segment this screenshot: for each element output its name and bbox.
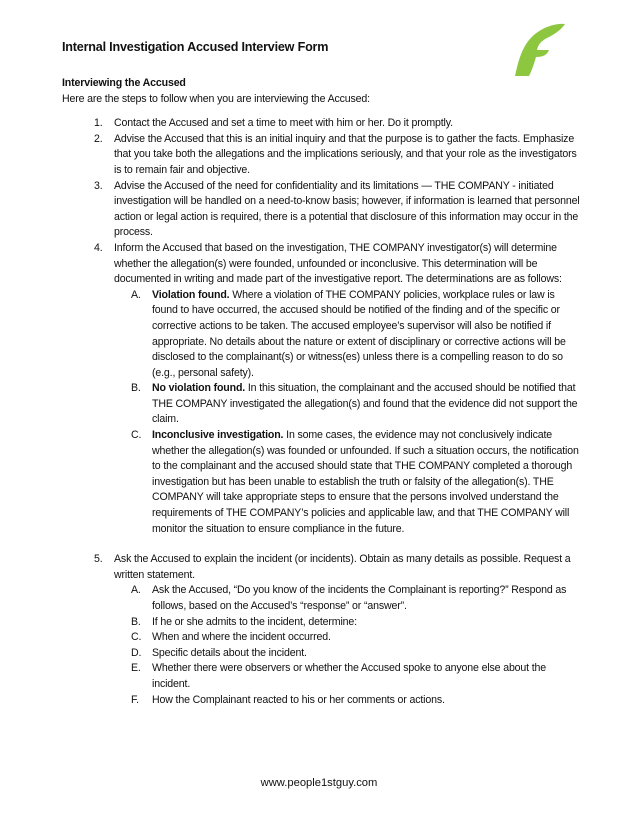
item-text: In some cases, the evidence may not conclusively indicate whether the allegation(s) was founded or unfounded. If such a situation occurs, the notification to the complainant and the accused should state that THE COMPANY completed a thorough investigation but has been unable to establish the truth or falsity of the allegation(s). THE COMPANY will take appropriate steps to ensure that the persons involved understand the requirements of THE COMPANY’s policies and applicable law, and that THE COMPANY will monitor the situation to ensure compliance in the future. [152, 429, 579, 535]
step-number: 3. [94, 179, 103, 192]
item-text: Where a violation of THE COMPANY policies, workplace rules or law is found to have occurred, the accused should be notified of the finding and of the specific or corrective actions to be taken. The accused employee’s supervisor will also be notified if appropriate. No details about the nature or extent of disciplinary or corrective actions will be disclosed to the complainant(s) or witness(es) unless there is a compelling reason to do so (e.g., personal safety). [152, 288, 566, 379]
section-title: Interviewing the Accused [62, 77, 186, 89]
determination-item [114, 381, 582, 428]
step-item [62, 116, 582, 132]
step-item [62, 179, 582, 241]
question-item [114, 583, 582, 614]
step-text: Advise the Accused of the need for confidentiality and its limitations — THE COMPANY - initiated investigation will be handled on a need-to-know basis; however, if information is learned that personnel action or legal action is required, there is a potential that disclosure of this information may occur in the process. [114, 179, 580, 239]
item-letter: A. [131, 288, 141, 301]
company-logo-icon [509, 22, 567, 78]
determination-item [114, 428, 582, 537]
item-text: In this situation, the complainant and the accused should be notified that THE COMPANY investigated the allegation(s) and found that the evidence did not support the claim. [152, 382, 578, 426]
document-body [62, 76, 582, 708]
step-number: 5. [94, 553, 103, 566]
step-text: Contact the Accused and set a time to meet with him or her. Do it promptly. [114, 117, 453, 130]
question-item [114, 693, 582, 709]
item-letter: B. [131, 382, 141, 395]
step-number: 1. [94, 117, 103, 130]
item-text: If he or she admits to the incident, determine: [152, 615, 357, 628]
question-item [114, 630, 582, 646]
logo-leaf-shape [515, 24, 565, 76]
section-intro: Here are the steps to follow when you are interviewing the Accused: [62, 92, 370, 105]
question-list [114, 583, 582, 708]
question-item [114, 646, 582, 662]
item-letter: B. [131, 615, 141, 628]
document-title: Internal Investigation Accused Interview Form [62, 40, 329, 54]
step-number: 4. [94, 241, 103, 254]
determination-item [114, 288, 582, 382]
item-heading: Violation found. [152, 288, 230, 301]
step-text: Advise the Accused that this is an initial inquiry and that the purpose is to gather the facts. Emphasize that you take both the allegations and the implications seriously, and that your role as the investigators is to remain fair and objective. [114, 132, 577, 176]
item-text: When and where the incident occurred. [152, 631, 331, 644]
step-text: Ask the Accused to explain the incident (or incidents). Obtain as many details as possible. Request a written statement. [114, 553, 571, 581]
footer-url: www.people1stguy.com [260, 777, 378, 789]
item-letter: C. [131, 429, 142, 442]
item-text: Specific details about the incident. [152, 646, 307, 659]
item-letter: A. [131, 584, 141, 597]
question-item [114, 615, 582, 631]
step-text: Inform the Accused that based on the investigation, THE COMPANY investigator(s) will determine whether the allegation(s) were founded, unfounded or inconclusive. This determination will be documented in writing and made part of the investigative report. The determinations are as follows: [114, 241, 562, 286]
item-letter: D. [131, 646, 142, 659]
item-heading: Inconclusive investigation. [152, 429, 284, 442]
determinations-list [114, 288, 582, 538]
item-text: Whether there were observers or whether the Accused spoke to anyone else about the incident. [152, 662, 547, 690]
item-text: How the Complainant reacted to his or her comments or actions. [152, 693, 445, 706]
step-item [62, 552, 582, 708]
item-letter: E. [131, 662, 141, 675]
item-heading: No violation found. [152, 382, 246, 395]
spacer [114, 537, 582, 552]
step-number: 2. [94, 132, 103, 145]
step-item [62, 241, 582, 552]
item-letter: F. [131, 693, 139, 706]
step-item [62, 132, 582, 179]
item-letter: C. [131, 631, 142, 644]
question-item [114, 661, 582, 692]
steps-list [62, 116, 582, 708]
item-text: Ask the Accused, “Do you know of the incidents the Complainant is reporting?” Respond as follows, based on the Accused’s “response” or “answer”. [152, 584, 567, 612]
